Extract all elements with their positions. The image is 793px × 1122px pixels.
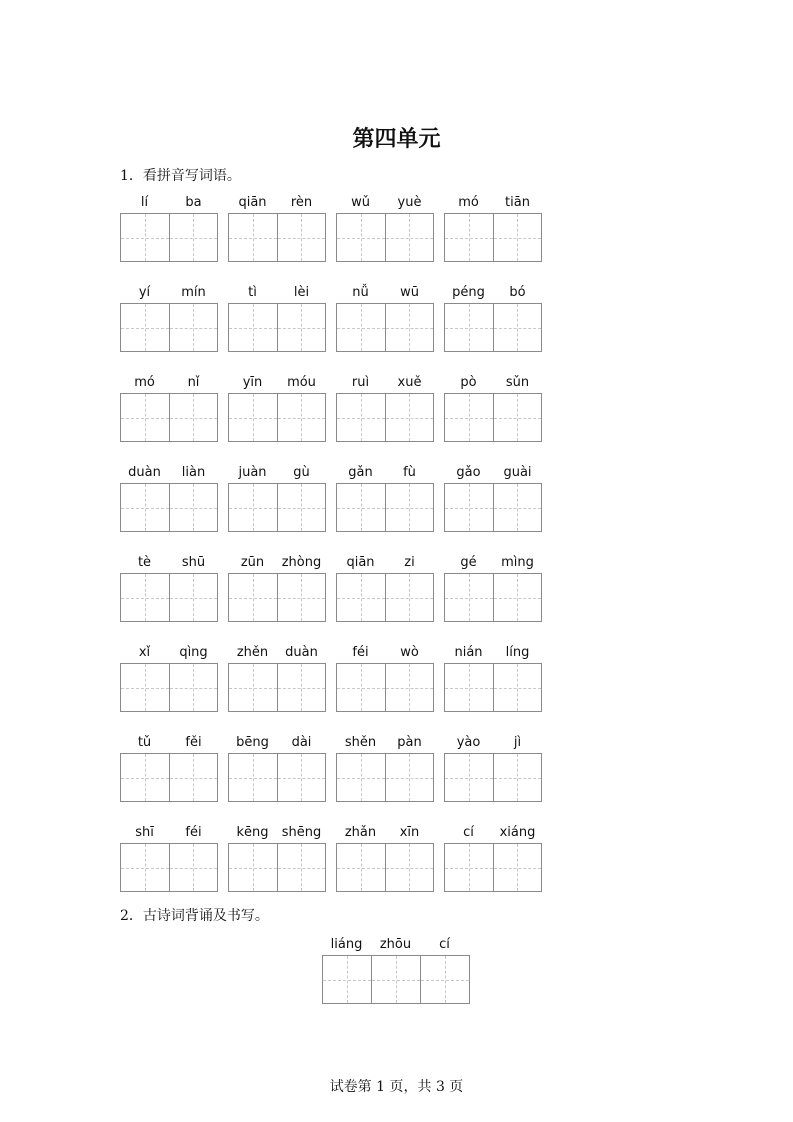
pinyin-syllable: gǎo [456, 465, 481, 480]
writing-boxes [120, 843, 218, 892]
writing-cell[interactable] [493, 754, 542, 801]
pinyin-syllable: lèi [293, 285, 310, 300]
writing-boxes [336, 663, 434, 712]
pinyin-label [228, 463, 326, 483]
pinyin-label [444, 733, 542, 753]
writing-cell[interactable] [229, 844, 277, 891]
writing-boxes [444, 753, 542, 802]
writing-cell[interactable] [229, 214, 277, 261]
word-item [444, 463, 542, 532]
pinyin-label [228, 283, 326, 303]
pinyin-syllable: mó [458, 195, 479, 210]
pinyin-syllable: zhòng [281, 555, 322, 570]
pinyin-syllable: tiān [505, 195, 530, 210]
writing-boxes [444, 483, 542, 532]
writing-cell[interactable] [493, 844, 542, 891]
word-item [336, 373, 434, 442]
pinyin-syllable: shěn [344, 735, 377, 750]
pinyin-syllable: gù [293, 465, 310, 480]
pinyin-label [120, 823, 218, 843]
word-item [444, 643, 542, 712]
pinyin-label [336, 463, 434, 483]
poem-title-boxes [322, 935, 470, 1004]
word-row [120, 733, 550, 823]
pinyin-syllable: shēng [281, 825, 322, 840]
pinyin-syllable: fù [403, 465, 416, 480]
pinyin-syllable: duàn [285, 645, 318, 660]
pinyin-syllable: móu [287, 375, 316, 390]
writing-cell[interactable] [337, 394, 385, 441]
writing-cell[interactable] [385, 664, 434, 711]
writing-cell[interactable] [169, 844, 218, 891]
writing-cell[interactable] [229, 664, 277, 711]
pinyin-syllable: cí [439, 937, 450, 952]
writing-cell[interactable] [493, 574, 542, 621]
word-item [120, 283, 218, 352]
writing-cell[interactable] [277, 304, 326, 351]
writing-cell[interactable] [337, 304, 385, 351]
word-item [444, 193, 542, 262]
writing-cell[interactable] [337, 214, 385, 261]
writing-cell[interactable] [121, 754, 169, 801]
pinyin-syllable: féi [352, 645, 369, 660]
pinyin-syllable: duàn [128, 465, 161, 480]
writing-boxes [444, 663, 542, 712]
word-item [228, 463, 326, 532]
pinyin-syllable: ruì [351, 375, 370, 390]
writing-boxes [336, 483, 434, 532]
pinyin-label [228, 823, 326, 843]
writing-cell[interactable] [323, 956, 371, 1003]
pinyin-label [120, 463, 218, 483]
word-row [120, 463, 550, 553]
writing-cell[interactable] [493, 484, 542, 531]
page-footer: 试卷第 1 页，共 3 页 [329, 1079, 464, 1095]
word-item [120, 463, 218, 532]
word-item [228, 643, 326, 712]
writing-cell[interactable] [169, 574, 218, 621]
writing-cell[interactable] [337, 844, 385, 891]
writing-boxes [336, 393, 434, 442]
word-item [228, 193, 326, 262]
pinyin-syllable: qìng [179, 645, 208, 660]
pinyin-label [336, 283, 434, 303]
writing-boxes [228, 753, 326, 802]
pinyin-label [336, 553, 434, 573]
writing-cell[interactable] [445, 664, 493, 711]
pinyin-label [120, 283, 218, 303]
pinyin-syllable: mìng [501, 555, 534, 570]
writing-boxes [444, 213, 542, 262]
writing-cell[interactable] [337, 754, 385, 801]
writing-cell[interactable] [277, 574, 326, 621]
pinyin-syllable: ba [185, 195, 202, 210]
pinyin-label [120, 733, 218, 753]
writing-cell[interactable] [337, 574, 385, 621]
writing-cell[interactable] [229, 304, 277, 351]
writing-cell[interactable] [169, 394, 218, 441]
pinyin-syllable: shū [181, 555, 206, 570]
writing-cell[interactable] [169, 484, 218, 531]
pinyin-syllable: mín [181, 285, 206, 300]
writing-cell[interactable] [121, 394, 169, 441]
writing-cell[interactable] [445, 484, 493, 531]
writing-boxes [120, 303, 218, 352]
pinyin-label [444, 463, 542, 483]
writing-cell[interactable] [277, 664, 326, 711]
page-title: 第四单元 [352, 126, 441, 152]
pinyin-label [120, 373, 218, 393]
pinyin-syllable: zhōu [379, 937, 412, 952]
writing-cell[interactable] [385, 304, 434, 351]
writing-cell[interactable] [169, 304, 218, 351]
word-item [336, 553, 434, 622]
writing-cell[interactable] [121, 304, 169, 351]
word-item [336, 193, 434, 262]
writing-cell[interactable] [337, 664, 385, 711]
pinyin-syllable: tì [248, 285, 257, 300]
word-row [120, 283, 550, 373]
pinyin-syllable: yào [456, 735, 481, 750]
pinyin-syllable: xuě [397, 375, 422, 390]
word-item [336, 733, 434, 802]
word-item [444, 373, 542, 442]
writing-cell[interactable] [277, 394, 326, 441]
pinyin-label [444, 373, 542, 393]
writing-boxes [444, 393, 542, 442]
pinyin-grid [120, 193, 550, 913]
pinyin-syllable: lí [140, 195, 149, 210]
writing-cell[interactable] [445, 394, 493, 441]
writing-cell[interactable] [277, 754, 326, 801]
writing-cell[interactable] [121, 844, 169, 891]
pinyin-syllable: qiān [346, 555, 375, 570]
writing-cell[interactable] [121, 484, 169, 531]
pinyin-syllable: qiān [238, 195, 267, 210]
question-2: 2．古诗词背诵及书写。 [120, 908, 269, 924]
word-item [120, 643, 218, 712]
pinyin-label [228, 193, 326, 213]
writing-cell[interactable] [121, 214, 169, 261]
pinyin-label [336, 643, 434, 663]
writing-cell[interactable] [385, 844, 434, 891]
pinyin-syllable: nǚ [352, 285, 369, 300]
pinyin-syllable: shī [135, 825, 154, 840]
pinyin-syllable: cí [463, 825, 474, 840]
word-item [120, 733, 218, 802]
pinyin-syllable: mó [134, 375, 155, 390]
pinyin-label [120, 643, 218, 663]
poem-pinyin [322, 935, 470, 955]
writing-boxes [228, 663, 326, 712]
writing-cell[interactable] [493, 394, 542, 441]
pinyin-syllable: guài [503, 465, 532, 480]
word-item [120, 373, 218, 442]
pinyin-syllable: jì [513, 735, 522, 750]
writing-cell[interactable] [337, 484, 385, 531]
pinyin-syllable: péng [452, 285, 485, 300]
pinyin-syllable: gǎn [348, 465, 373, 480]
word-item [228, 283, 326, 352]
writing-boxes [228, 213, 326, 262]
pinyin-syllable: zhěn [236, 645, 269, 660]
writing-cell[interactable] [385, 394, 434, 441]
word-item [120, 553, 218, 622]
pinyin-syllable: juàn [238, 465, 267, 480]
writing-cell[interactable] [169, 754, 218, 801]
writing-cell[interactable] [445, 304, 493, 351]
writing-cell[interactable] [121, 664, 169, 711]
pinyin-syllable: xiáng [499, 825, 536, 840]
pinyin-syllable: sǔn [505, 375, 530, 390]
word-item [444, 553, 542, 622]
pinyin-syllable: féi [185, 825, 202, 840]
writing-cell[interactable] [385, 484, 434, 531]
word-item [336, 283, 434, 352]
writing-cell[interactable] [493, 664, 542, 711]
pinyin-label [444, 823, 542, 843]
pinyin-label [336, 823, 434, 843]
writing-cell[interactable] [277, 844, 326, 891]
pinyin-syllable: xīn [399, 825, 420, 840]
pinyin-syllable: bēng [236, 735, 269, 750]
word-item [120, 823, 218, 892]
pinyin-label [228, 733, 326, 753]
pinyin-syllable: yuè [397, 195, 422, 210]
pinyin-syllable: rèn [290, 195, 313, 210]
question-1: 1．看拼音写词语。 [120, 168, 241, 184]
word-row [120, 643, 550, 733]
pinyin-syllable: zi [404, 555, 415, 570]
pinyin-syllable: liàn [181, 465, 206, 480]
writing-cell[interactable] [385, 574, 434, 621]
pinyin-syllable: kēng [236, 825, 269, 840]
word-item [336, 643, 434, 712]
writing-boxes [228, 393, 326, 442]
writing-cell[interactable] [229, 754, 277, 801]
pinyin-syllable: tè [137, 555, 152, 570]
writing-cell[interactable] [371, 956, 420, 1003]
pinyin-label [444, 283, 542, 303]
writing-boxes [336, 573, 434, 622]
pinyin-syllable: fěi [185, 735, 202, 750]
writing-boxes [228, 483, 326, 532]
writing-boxes [444, 843, 542, 892]
writing-cell[interactable] [169, 214, 218, 261]
pinyin-syllable: yīn [242, 375, 263, 390]
writing-cell[interactable] [493, 214, 542, 261]
pinyin-label [336, 733, 434, 753]
writing-boxes [120, 753, 218, 802]
pinyin-label [336, 373, 434, 393]
writing-cell[interactable] [493, 304, 542, 351]
writing-boxes [444, 303, 542, 352]
pinyin-label [120, 553, 218, 573]
writing-cell[interactable] [229, 484, 277, 531]
writing-cell[interactable] [445, 754, 493, 801]
pinyin-syllable: bó [509, 285, 526, 300]
pinyin-syllable: wǔ [351, 195, 370, 210]
writing-cell[interactable] [229, 574, 277, 621]
word-item [336, 823, 434, 892]
pinyin-syllable: liáng [330, 937, 363, 952]
writing-boxes [120, 483, 218, 532]
writing-cell[interactable] [445, 844, 493, 891]
poem-char-boxes [322, 955, 470, 1004]
pinyin-syllable: zūn [240, 555, 265, 570]
writing-cell[interactable] [121, 574, 169, 621]
pinyin-label [444, 643, 542, 663]
word-row [120, 553, 550, 643]
word-row [120, 823, 550, 913]
word-item [228, 553, 326, 622]
writing-cell[interactable] [385, 754, 434, 801]
writing-cell[interactable] [445, 574, 493, 621]
pinyin-syllable: yí [138, 285, 151, 300]
pinyin-syllable: gé [460, 555, 477, 570]
word-item [120, 193, 218, 262]
pinyin-syllable: dài [291, 735, 312, 750]
writing-cell[interactable] [277, 484, 326, 531]
word-row [120, 373, 550, 463]
word-item [228, 733, 326, 802]
writing-boxes [120, 573, 218, 622]
pinyin-label [228, 553, 326, 573]
writing-boxes [336, 213, 434, 262]
pinyin-label [444, 193, 542, 213]
writing-cell[interactable] [169, 664, 218, 711]
pinyin-label [228, 373, 326, 393]
pinyin-syllable: wò [400, 645, 419, 660]
pinyin-syllable: wū [400, 285, 419, 300]
pinyin-label [228, 643, 326, 663]
pinyin-syllable: nián [454, 645, 483, 660]
word-item [336, 463, 434, 532]
writing-cell[interactable] [229, 394, 277, 441]
word-item [444, 823, 542, 892]
writing-cell[interactable] [385, 214, 434, 261]
writing-boxes [228, 303, 326, 352]
pinyin-syllable: zhǎn [344, 825, 377, 840]
pinyin-syllable: xǐ [138, 645, 151, 660]
word-item [228, 373, 326, 442]
pinyin-syllable: tǔ [137, 735, 152, 750]
pinyin-label [120, 193, 218, 213]
writing-boxes [336, 843, 434, 892]
writing-boxes [120, 213, 218, 262]
writing-cell[interactable] [420, 956, 469, 1003]
pinyin-label [444, 553, 542, 573]
pinyin-syllable: pò [460, 375, 477, 390]
writing-cell[interactable] [277, 214, 326, 261]
writing-boxes [228, 573, 326, 622]
writing-boxes [120, 663, 218, 712]
writing-boxes [120, 393, 218, 442]
word-item [444, 283, 542, 352]
word-item [444, 733, 542, 802]
writing-cell[interactable] [445, 214, 493, 261]
writing-boxes [444, 573, 542, 622]
writing-boxes [228, 843, 326, 892]
writing-boxes [336, 303, 434, 352]
pinyin-label [336, 193, 434, 213]
pinyin-syllable: pàn [397, 735, 422, 750]
writing-boxes [336, 753, 434, 802]
word-item [228, 823, 326, 892]
pinyin-syllable: líng [505, 645, 530, 660]
word-row [120, 193, 550, 283]
pinyin-syllable: nǐ [187, 375, 200, 390]
